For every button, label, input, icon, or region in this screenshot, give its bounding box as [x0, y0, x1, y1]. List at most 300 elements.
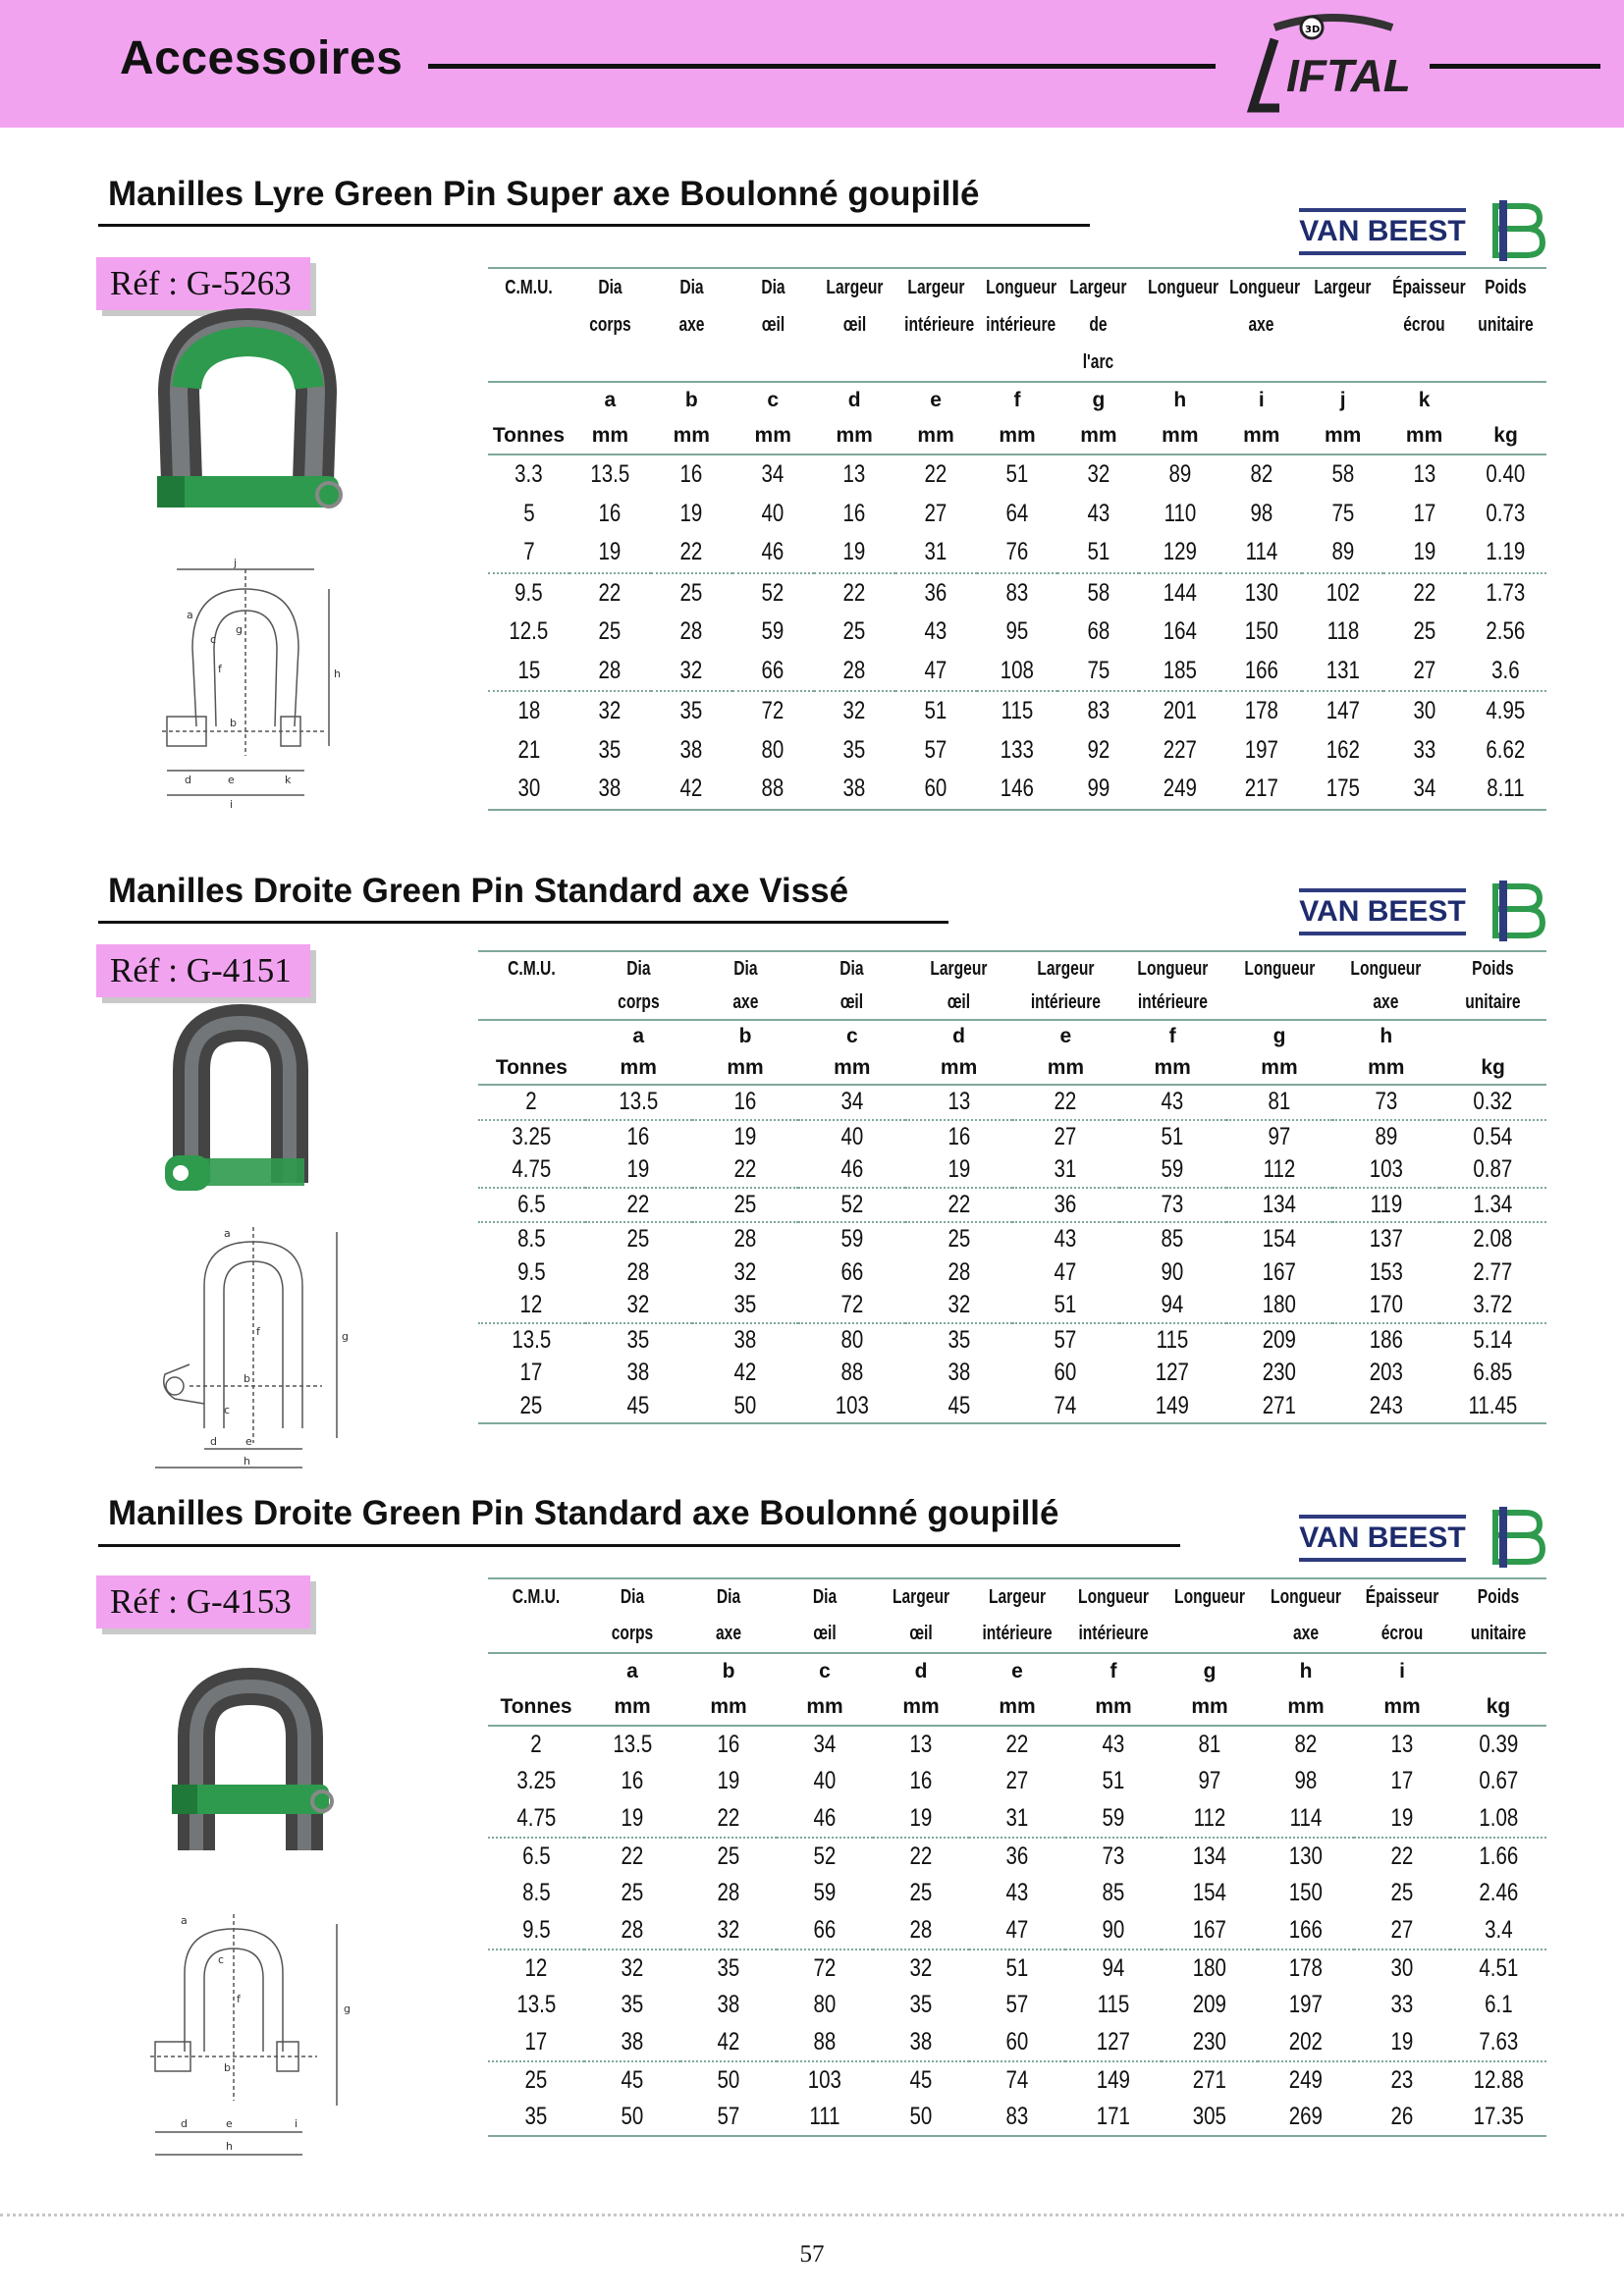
- column-header: [660, 344, 724, 382]
- table-cell: 19: [1413, 538, 1435, 566]
- diagram-label-f: f: [218, 663, 222, 675]
- diagram-label-e: e: [226, 2117, 233, 2130]
- table-cell: 22: [969, 1726, 1065, 1763]
- table-cell: 98: [1294, 1767, 1318, 1795]
- table-cell: 164: [1163, 617, 1197, 646]
- table-cell: 31: [1054, 1155, 1077, 1184]
- table-cell: 46: [840, 1155, 864, 1184]
- column-header: Longueur: [1244, 957, 1315, 980]
- table-cell: 2.46: [1479, 1879, 1518, 1907]
- section-2-rule: [98, 921, 948, 924]
- table-cell: 38: [569, 770, 651, 810]
- table-cell: 57: [924, 735, 947, 764]
- table-row: [488, 1763, 1546, 1799]
- table-cell: 58: [1302, 454, 1383, 495]
- table-cell: 150: [1288, 1879, 1324, 1907]
- table-cell: 227: [1163, 735, 1197, 764]
- column-header: axe: [678, 313, 705, 336]
- diagram-label-i: i: [230, 798, 234, 811]
- column-header: Largeur: [930, 957, 988, 980]
- diagram-label-e: e: [245, 1435, 252, 1448]
- table-cell: 22: [569, 573, 651, 614]
- column-header: Largeur: [988, 1586, 1047, 1608]
- header-rule-right: [1430, 64, 1600, 69]
- column-header: [986, 344, 1050, 382]
- column-header: Largeur: [892, 1586, 950, 1608]
- unit-label: mm: [591, 424, 629, 447]
- column-header: Dia: [598, 276, 623, 298]
- unit-label: mm: [902, 1695, 940, 1718]
- diagram-label-h: h: [334, 667, 341, 680]
- column-header: Épaisseur: [1365, 1586, 1439, 1608]
- dee-shackle-bolt-pin-photo-icon: [167, 1669, 344, 1875]
- table-cell: 180: [1162, 1949, 1258, 1987]
- column-header: C.M.U.: [508, 957, 556, 980]
- column-header: C.M.U.: [505, 276, 553, 298]
- table-cell: 45: [584, 2061, 680, 2099]
- column-header: Longueur: [1174, 1586, 1245, 1608]
- table-cell: 0.40: [1465, 454, 1546, 495]
- table-cell: 51: [1087, 538, 1110, 566]
- column-header: [497, 344, 561, 382]
- table-cell: 92: [1087, 735, 1110, 764]
- table-cell: 114: [1289, 1803, 1323, 1832]
- table-cell: 22: [717, 1803, 740, 1832]
- table-cell: 98: [1250, 499, 1273, 527]
- table-cell: 171: [1065, 2099, 1162, 2136]
- column-header: [1148, 306, 1212, 344]
- column-header: unitaire: [1465, 990, 1521, 1013]
- table-cell: 27: [1413, 656, 1435, 684]
- table-row: [488, 1911, 1546, 1949]
- table-cell: 35: [585, 1323, 692, 1358]
- column-header: intérieure: [903, 313, 974, 336]
- table-cell: 153: [1369, 1257, 1403, 1286]
- table-cell: 83: [1057, 691, 1139, 731]
- table-cell: 35: [680, 1949, 777, 1987]
- table-cell: 30: [1354, 1949, 1450, 1987]
- van-beest-logo-3: [1299, 1515, 1476, 1564]
- column-header: œil: [761, 313, 785, 336]
- reference-badge-1: Réf : G-5263: [96, 257, 310, 310]
- diagram-label-j: j: [234, 557, 238, 569]
- table-cell: 13: [814, 454, 895, 495]
- table-cell: 133: [1000, 735, 1035, 764]
- table-cell: 60: [895, 770, 977, 810]
- table-cell: 23: [1354, 2061, 1450, 2099]
- table-cell: 28: [598, 656, 622, 684]
- table-cell: 103: [1369, 1155, 1403, 1184]
- header-row: [488, 1578, 1546, 1616]
- column-header: Longueur: [1137, 957, 1209, 980]
- diagram-label-d: d: [181, 2117, 188, 2130]
- table-cell: 230: [1262, 1359, 1297, 1387]
- diagram-label-h: h: [226, 2140, 233, 2153]
- table-cell: 167: [1192, 1915, 1227, 1944]
- unit-label: mm: [754, 424, 791, 447]
- table-cell: 5.14: [1439, 1323, 1546, 1358]
- column-header: [1229, 344, 1293, 382]
- table-cell: 25: [488, 2061, 584, 2099]
- table-cell: 102: [1302, 573, 1383, 614]
- table-cell: 72: [777, 1949, 873, 1987]
- dimension-letter: g: [1162, 1653, 1258, 1689]
- unit-label: mm: [673, 424, 710, 447]
- diagram-label-c: c: [210, 633, 217, 646]
- table-cell: 25: [621, 1879, 644, 1907]
- column-header: Longueur: [1271, 1586, 1341, 1608]
- table-cell: 22: [895, 454, 977, 495]
- unit-row: [478, 1052, 1546, 1085]
- table-cell: 27: [1012, 1120, 1119, 1154]
- unit-label: mm: [710, 1695, 747, 1718]
- column-header: œil: [947, 990, 971, 1013]
- header-row: [488, 306, 1546, 344]
- table-cell: 82: [1220, 454, 1302, 495]
- table-cell: 80: [813, 1991, 837, 2019]
- table-cell: 38: [626, 1359, 650, 1387]
- unit-label: mm: [1243, 424, 1280, 447]
- table-cell: 175: [1302, 770, 1383, 810]
- table-cell: 75: [1087, 656, 1110, 684]
- dimension-letter: c: [798, 1020, 905, 1052]
- table-cell: 38: [717, 1991, 740, 2019]
- table-cell: 147: [1302, 691, 1383, 731]
- column-header: axe: [1248, 313, 1274, 336]
- column-header: écrou: [1403, 313, 1445, 336]
- table-cell: 111: [777, 2099, 873, 2136]
- table-cell: 4.75: [512, 1155, 552, 1184]
- unit-label: mm: [836, 424, 873, 447]
- table-cell: 6.1: [1484, 1991, 1513, 2019]
- dimension-letter-row: [488, 1653, 1546, 1689]
- column-header: Dia: [716, 1586, 741, 1608]
- table-cell: 45: [585, 1390, 692, 1424]
- table-cell: 16: [905, 1120, 1012, 1154]
- bow-shackle-photo-icon: [157, 314, 344, 530]
- table-cell: 33: [1390, 1991, 1414, 2019]
- dimension-letter: b: [651, 382, 732, 418]
- column-header: Largeur: [1069, 276, 1127, 298]
- column-header: [490, 986, 573, 1020]
- table-cell: 90: [1102, 1915, 1125, 1944]
- unit-label: Tonnes: [500, 1695, 572, 1718]
- table-cell: 114: [1245, 538, 1278, 566]
- table-cell: 209: [1226, 1323, 1333, 1358]
- table-cell: 47: [1005, 1915, 1029, 1944]
- diagram-label-d: d: [210, 1435, 217, 1448]
- unit-label: mm: [834, 1056, 871, 1079]
- table-cell: 52: [732, 573, 814, 614]
- table-cell: 43: [924, 617, 947, 646]
- column-header: Longueur: [1148, 276, 1219, 298]
- table-cell: 4.51: [1450, 1949, 1546, 1987]
- table-cell: 12.5: [509, 617, 549, 646]
- table-row: [478, 1153, 1546, 1188]
- section-1-title: Manilles Lyre Green Pin Super axe Boulonné goupillé: [108, 175, 980, 213]
- table-cell: 52: [798, 1188, 905, 1223]
- column-header: de: [1089, 313, 1109, 336]
- table-cell: 19: [947, 1155, 970, 1184]
- diagram-label-b: b: [244, 1372, 250, 1385]
- table-cell: 103: [777, 2061, 873, 2099]
- table-cell: 34: [777, 1726, 873, 1763]
- table-cell: 22: [584, 1838, 680, 1875]
- table-cell: 51: [1102, 1767, 1125, 1795]
- table-cell: 51: [977, 454, 1058, 495]
- unit-label: mm: [1162, 424, 1199, 447]
- table-cell: 146: [977, 770, 1058, 810]
- table-cell: 115: [977, 691, 1058, 731]
- dimension-letter: [1465, 382, 1546, 418]
- spec-table-g4151: [478, 950, 1546, 1424]
- table-cell: 25: [478, 1390, 585, 1424]
- table-cell: 13: [1354, 1726, 1450, 1763]
- table-cell: 13.5: [584, 1726, 680, 1763]
- unit-label: mm: [1154, 1056, 1191, 1079]
- table-cell: 108: [1000, 656, 1035, 684]
- table-cell: 38: [909, 2027, 933, 2056]
- dimension-letter: d: [905, 1020, 1012, 1052]
- column-header: Longueur: [1078, 1586, 1149, 1608]
- column-header: intérieure: [985, 313, 1056, 336]
- column-header: œil: [840, 990, 864, 1013]
- column-header: [1474, 344, 1538, 382]
- diagram-label-g: g: [344, 2002, 351, 2015]
- table-cell: 19: [626, 1155, 650, 1184]
- diagram-label-g: g: [236, 623, 243, 636]
- table-cell: 13: [1383, 454, 1465, 495]
- column-header: Longueur: [985, 276, 1056, 298]
- table-cell: 209: [1192, 1991, 1227, 2019]
- dimension-letter: k: [1383, 382, 1465, 418]
- unit-label: mm: [1080, 424, 1117, 447]
- table-cell: 89: [1332, 1120, 1439, 1154]
- table-cell: 1.19: [1486, 538, 1526, 566]
- table-cell: 75: [1331, 499, 1355, 527]
- table-cell: 57: [1012, 1323, 1119, 1358]
- table-cell: 13: [873, 1726, 969, 1763]
- table-cell: 13: [905, 1085, 1012, 1120]
- table-cell: 11.45: [1439, 1390, 1546, 1424]
- table-cell: 47: [1054, 1257, 1077, 1286]
- table-cell: 28: [692, 1222, 799, 1256]
- table-row: [488, 2023, 1546, 2060]
- table-cell: 202: [1288, 2027, 1324, 2056]
- table-cell: 89: [1331, 538, 1355, 566]
- table-cell: 58: [1057, 573, 1139, 614]
- table-cell: 22: [814, 573, 895, 614]
- dimension-letter: i: [1354, 1653, 1450, 1689]
- column-header: œil: [909, 1623, 933, 1644]
- table-cell: 35: [488, 2099, 584, 2136]
- table-cell: 3.4: [1484, 1915, 1513, 1944]
- table-cell: 3.3: [488, 454, 569, 495]
- table-cell: 6.62: [1486, 735, 1526, 764]
- table-cell: 21: [517, 735, 540, 764]
- liftal-logo: [1235, 10, 1432, 123]
- table-cell: 0.87: [1473, 1155, 1513, 1184]
- column-header: écrou: [1380, 1623, 1424, 1644]
- unit-label: mm: [1095, 1695, 1132, 1718]
- column-header: unitaire: [1478, 313, 1534, 336]
- table-cell: 25: [598, 617, 622, 646]
- table-cell: 57: [680, 2099, 777, 2136]
- table-cell: 66: [761, 656, 785, 684]
- table-cell: 73: [1332, 1085, 1439, 1120]
- unit-label: mm: [940, 1056, 978, 1079]
- table-cell: 25: [1413, 617, 1435, 646]
- diagram-label-a: a: [187, 609, 193, 621]
- table-cell: 9.5: [521, 1915, 551, 1944]
- table-row: [488, 2061, 1546, 2099]
- table-cell: 94: [1065, 1949, 1162, 1987]
- table-cell: 1.73: [1465, 573, 1546, 614]
- table-cell: 95: [1005, 617, 1029, 646]
- diagram-label-k: k: [285, 774, 292, 786]
- header-row: [478, 951, 1546, 986]
- diagram-label-h: h: [244, 1455, 250, 1468]
- table-row: [488, 1838, 1546, 1875]
- table-cell: 201: [1139, 691, 1220, 731]
- unit-label: mm: [999, 424, 1036, 447]
- table-cell: 16: [585, 1120, 692, 1154]
- table-cell: 25: [692, 1188, 799, 1223]
- table-cell: 64: [1005, 499, 1029, 527]
- van-beest-wordmark: VAN BEEST: [1299, 888, 1466, 935]
- table-cell: 28: [947, 1257, 970, 1286]
- table-cell: 17: [519, 1359, 543, 1387]
- unit-label: mm: [806, 1695, 843, 1718]
- table-cell: 12.88: [1450, 2061, 1546, 2099]
- column-header: Largeur: [1037, 957, 1095, 980]
- table-row: [478, 1085, 1546, 1120]
- table-cell: 32: [679, 656, 703, 684]
- table-cell: 59: [1161, 1155, 1184, 1184]
- table-cell: 118: [1326, 617, 1360, 646]
- diagram-label-g: g: [342, 1330, 349, 1343]
- table-cell: 0.32: [1439, 1085, 1546, 1120]
- page-title: Accessoires: [120, 32, 404, 84]
- table-cell: 83: [977, 573, 1058, 614]
- table-cell: 32: [873, 1949, 969, 1987]
- table-cell: 8.5: [478, 1222, 585, 1256]
- table-cell: 149: [1065, 2061, 1162, 2099]
- header-row: [488, 1616, 1546, 1653]
- table-row: [478, 1256, 1546, 1290]
- column-header: Dia: [679, 276, 704, 298]
- column-header: Dia: [732, 957, 758, 980]
- table-cell: 186: [1332, 1323, 1439, 1358]
- table-cell: 6.5: [478, 1188, 585, 1223]
- column-header: intérieure: [1030, 990, 1101, 1013]
- table-cell: 25: [651, 573, 732, 614]
- table-cell: 42: [651, 770, 732, 810]
- column-header: œil: [813, 1623, 837, 1644]
- unit-label: kg: [1486, 1695, 1511, 1718]
- table-cell: 19: [1390, 2027, 1414, 2056]
- table-cell: 1.08: [1479, 1803, 1518, 1832]
- table-cell: 112: [1263, 1155, 1296, 1184]
- table-cell: 38: [692, 1323, 799, 1358]
- table-cell: 60: [1054, 1359, 1077, 1387]
- table-cell: 51: [1119, 1120, 1226, 1154]
- table-cell: 76: [1005, 538, 1029, 566]
- dimension-letter: g: [1057, 382, 1139, 418]
- table-row: [488, 495, 1546, 534]
- table-cell: 305: [1162, 2099, 1258, 2136]
- dimension-letter: d: [814, 382, 895, 418]
- column-header: corps: [589, 313, 631, 336]
- table-cell: 73: [1065, 1838, 1162, 1875]
- table-cell: 88: [840, 1359, 864, 1387]
- table-cell: 271: [1162, 2061, 1258, 2099]
- table-cell: 249: [1258, 2061, 1354, 2099]
- column-header: Épaisseur: [1392, 276, 1466, 298]
- diagram-label-f: f: [256, 1325, 260, 1338]
- table-cell: 230: [1192, 2027, 1227, 2056]
- table-cell: 32: [584, 1949, 680, 1987]
- van-beest-wordmark: VAN BEEST: [1299, 1515, 1466, 1562]
- table-cell: 25: [1390, 1879, 1414, 1907]
- table-cell: 134: [1226, 1188, 1333, 1223]
- table-cell: 3.6: [1491, 656, 1520, 684]
- table-cell: 34: [798, 1085, 905, 1120]
- unit-label: kg: [1493, 424, 1518, 447]
- table-cell: 269: [1258, 2099, 1354, 2136]
- table-row: [488, 1800, 1546, 1838]
- table-row: [488, 652, 1546, 692]
- table-cell: 17: [1390, 1767, 1414, 1795]
- table-cell: 32: [733, 1257, 757, 1286]
- diagram-label-b: b: [230, 717, 237, 729]
- table-cell: 97: [1226, 1120, 1333, 1154]
- table-cell: 38: [947, 1359, 970, 1387]
- table-cell: 1.34: [1439, 1188, 1546, 1223]
- table-cell: 13.5: [585, 1085, 692, 1120]
- table-cell: 35: [909, 1991, 933, 2019]
- column-header: corps: [611, 1623, 654, 1644]
- table-cell: 115: [1119, 1323, 1226, 1358]
- table-cell: 22: [1354, 1838, 1450, 1875]
- table-cell: 32: [717, 1915, 740, 1944]
- table-cell: 32: [626, 1291, 650, 1319]
- table-cell: 19: [1390, 1803, 1414, 1832]
- table-cell: 32: [569, 691, 651, 731]
- table-cell: 74: [1012, 1390, 1119, 1424]
- table-cell: 89: [1139, 454, 1220, 495]
- table-cell: 81: [1226, 1085, 1333, 1120]
- table-cell: 25: [585, 1222, 692, 1256]
- table-cell: 18: [488, 691, 569, 731]
- table-cell: 33: [1413, 735, 1435, 764]
- dee-shackle-screw-pin-photo-icon: [137, 1001, 334, 1212]
- table-cell: 73: [1119, 1188, 1226, 1223]
- table-cell: 66: [840, 1257, 864, 1286]
- dimension-letter: d: [873, 1653, 969, 1689]
- dee-shackle-screw-pin-technical-diagram: [145, 1217, 361, 1472]
- unit-label: mm: [999, 1695, 1036, 1718]
- unit-label: Tonnes: [495, 1056, 568, 1079]
- dimension-letter: a: [569, 382, 651, 418]
- table-cell: 28: [909, 1915, 933, 1944]
- table-cell: 2: [478, 1085, 585, 1120]
- dee-shackle-bolt-pin-technical-diagram: [145, 1904, 361, 2169]
- table-cell: 40: [761, 499, 785, 527]
- table-row: [478, 1323, 1546, 1358]
- unit-label: mm: [917, 424, 954, 447]
- table-row: [478, 1222, 1546, 1256]
